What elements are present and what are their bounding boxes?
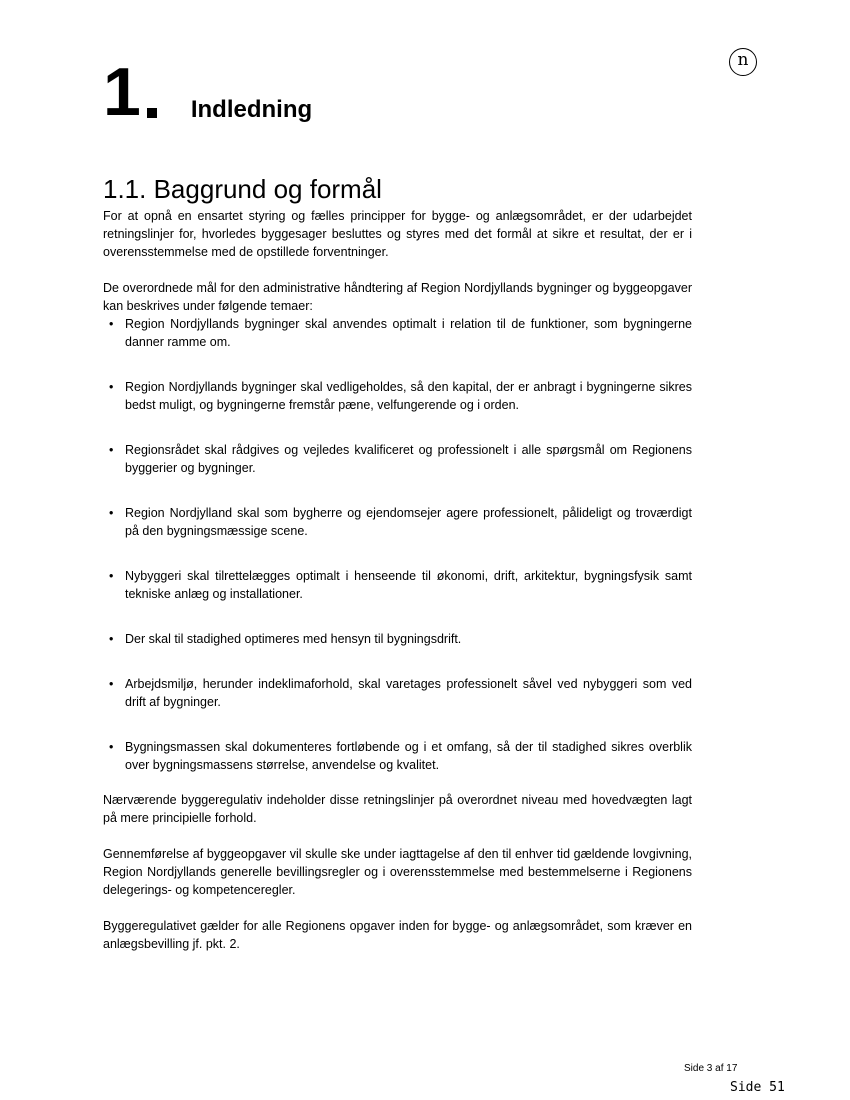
goals-list bbox=[103, 315, 692, 774]
chapter-title: Indledning bbox=[190, 96, 313, 123]
intro-paragraph: For at opnå en ensartet styring og fælles principper for bygge- og anlægsområdet, er der udarbejdet retningslinjer for, hvorledes byggesager besluttes og styres med det formål at sikre et resultat, der er i overensstemmelse med de opstillede forventninger. bbox=[103, 209, 692, 259]
page-stamp: Side 51 bbox=[730, 1080, 785, 1095]
scope-paragraph: Byggeregulativet gælder for alle Regionens opgaver inden for bygge- og anlægsområdet, som kræver en anlægsbevilling jf. pkt. 2. bbox=[103, 919, 692, 951]
goals-paragraph: De overordnede mål for den administrative håndtering af Region Nordjyllands bygninger og byggeopgaver kan beskrives under følgende temaer: bbox=[103, 281, 692, 313]
logo-icon: n bbox=[729, 48, 757, 76]
square-bullet-icon bbox=[147, 108, 157, 118]
chapter-number: 1 bbox=[103, 54, 141, 130]
list-item: • Der skal til stadighed optimeres med hensyn til bygningsdrift. bbox=[103, 630, 692, 648]
regulation-paragraph: Nærværende byggeregulativ indeholder disse retningslinjer på overordnet niveau med hovedvægten lagt på mere principielle forhold. bbox=[103, 793, 692, 825]
body-text bbox=[103, 207, 692, 953]
list-item: • Region Nordjyllands bygninger skal vedligeholdes, så den kapital, der er anbragt i bygningerne sikres bedst muligt, og bygningerne fremstår pæne, velfungerende og i orden. bbox=[103, 378, 692, 414]
list-item: • Region Nordjylland skal som bygherre og ejendomsejer agere professionelt, pålideligt og troværdigt på den bygningsmæssige scene. bbox=[103, 504, 692, 540]
list-item: • Arbejdsmiljø, herunder indeklimaforhold, skal varetages professionelt såvel ved nybyggeri som ved drift af bygninger. bbox=[103, 675, 692, 711]
list-item: • Nybyggeri skal tilrettelægges optimalt i henseende til økonomi, drift, arkitektur, bygningsfysik samt tekniske anlæg og installationer. bbox=[103, 567, 692, 603]
execution-paragraph: Gennemførelse af byggeopgaver vil skulle ske under iagttagelse af den til enhver tid gældende lovgivning, Region Nordjyllands generelle bevillingsregler og i overensstemmelse med bestemmelserne i Regionens delegerings- og kompetenceregler. bbox=[103, 847, 692, 897]
chapter-header bbox=[103, 54, 313, 130]
list-item: • Bygningsmassen skal dokumenteres fortløbende og i et omfang, så der til stadighed sikres overblik over bygningsmassens størrelse, anvendelse og kvalitet. bbox=[103, 738, 692, 774]
list-item: • Regionsrådet skal rådgives og vejledes kvalificeret og professionelt i alle spørgsmål om Regionens byggerier og bygninger. bbox=[103, 441, 692, 477]
section-heading: 1.1. Baggrund og formål bbox=[103, 174, 382, 204]
list-item: • Region Nordjyllands bygninger skal anvendes optimalt i relation til de funktioner, som bygningerne danner ramme om. bbox=[103, 315, 692, 351]
page-counter: Side 3 af 17 bbox=[684, 1063, 738, 1074]
